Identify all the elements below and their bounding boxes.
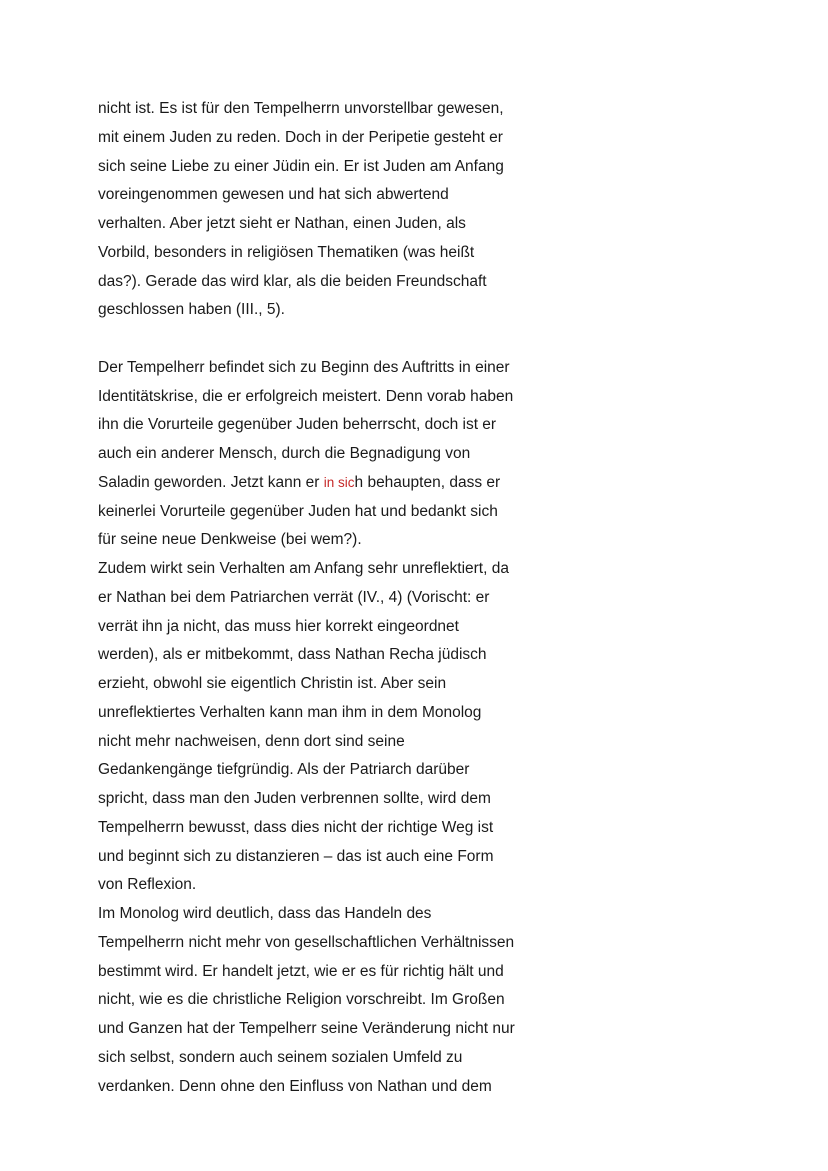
text-line: sich seine Liebe zu einer Jüdin ein. Er ist Juden am Anfang [98,157,504,175]
paragraph-1 [98,95,568,325]
text-line: verhalten. Aber jetzt sieht er Nathan, einen Juden, als [98,215,466,232]
text-line: Im Monolog wird deutlich, dass das Handeln des [98,905,432,922]
text-line: voreingenommen gewesen und hat sich abwertend [98,186,449,204]
text-line: von Reflexion. [98,876,197,894]
annotated-line-after: h behaupten, dass er [354,473,501,491]
text-line: Tempelherrn nicht mehr von gesellschaftlichen Verhältnissen [98,933,515,951]
text-line: Identitätskrise, die er erfolgreich meistert. Denn vorab haben [98,387,514,405]
text-line: nicht mehr nachweisen, denn dort sind seine [98,732,405,750]
paragraph-2 [98,354,568,1102]
text-line: geschlossen haben (III., 5). [98,301,285,319]
text-line: das?). Gerade das wird klar, als die beiden Freundschaft [98,272,487,290]
annotated-line-before: Saladin geworden. Jetzt kann er [98,473,324,491]
text-line: er Nathan bei dem Patriarchen verrät (IV., 4) (Vorischt: er [98,588,490,606]
text-line: verrät ihn ja nicht, das muss hier korrekt eingeordnet [98,617,459,635]
text-line: bestimmt wird. Er handelt jetzt, wie er es für richtig hält und [98,962,504,980]
text-line: keinerlei Vorurteile gegenüber Juden hat und bedankt sich [98,502,498,520]
text-line: sich selbst, sondern auch seinem sozialen Umfeld zu [98,1048,463,1066]
text-line: Tempelherrn bewusst, dass dies nicht der richtige Weg ist [98,818,494,836]
text-line: verdanken. Denn ohne den Einfluss von Nathan und dem [98,1077,492,1095]
handwritten-annotation: in sic [323,474,355,490]
text-line: mit einem Juden zu reden. Doch in der Peripetie gesteht er [98,128,503,146]
text-line: ihn die Vorurteile gegenüber Juden beherrscht, doch ist er [98,416,497,434]
text-line: unreflektiertes Verhalten kann man ihm in dem Monolog [98,703,482,721]
text-line: und beginnt sich zu distanzieren – das ist auch eine Form [98,847,494,865]
text-line: Zudem wirkt sein Verhalten am Anfang sehr unreflektiert, da [98,560,509,577]
annotated-line [98,469,568,498]
paragraph-gap [98,325,568,354]
text-line: nicht ist. Es ist für den Tempelherrn unvorstellbar gewesen, [98,100,504,117]
text-line: werden), als er mitbekommt, dass Nathan Recha jüdisch [98,646,487,664]
document-page [98,95,568,1101]
text-line: für seine neue Denkweise (bei wem?). [98,531,362,549]
text-line: und Ganzen hat der Tempelherr seine Veränderung nicht nur [98,1020,515,1037]
text-line: nicht, wie es die christliche Religion vorschreibt. Im Großen [98,991,505,1009]
text-line: Gedankengänge tiefgründig. Als der Patriarch darüber [98,761,470,779]
text-line: Der Tempelherr befindet sich zu Beginn des Auftritts in einer [98,358,510,376]
text-line: Vorbild, besonders in religiösen Thematiken (was heißt [98,243,475,261]
text-line: spricht, dass man den Juden verbrennen sollte, wird dem [98,790,491,807]
text-line: erzieht, obwohl sie eigentlich Christin ist. Aber sein [98,675,447,692]
text-line: auch ein anderer Mensch, durch die Begnadigung von [98,445,471,462]
